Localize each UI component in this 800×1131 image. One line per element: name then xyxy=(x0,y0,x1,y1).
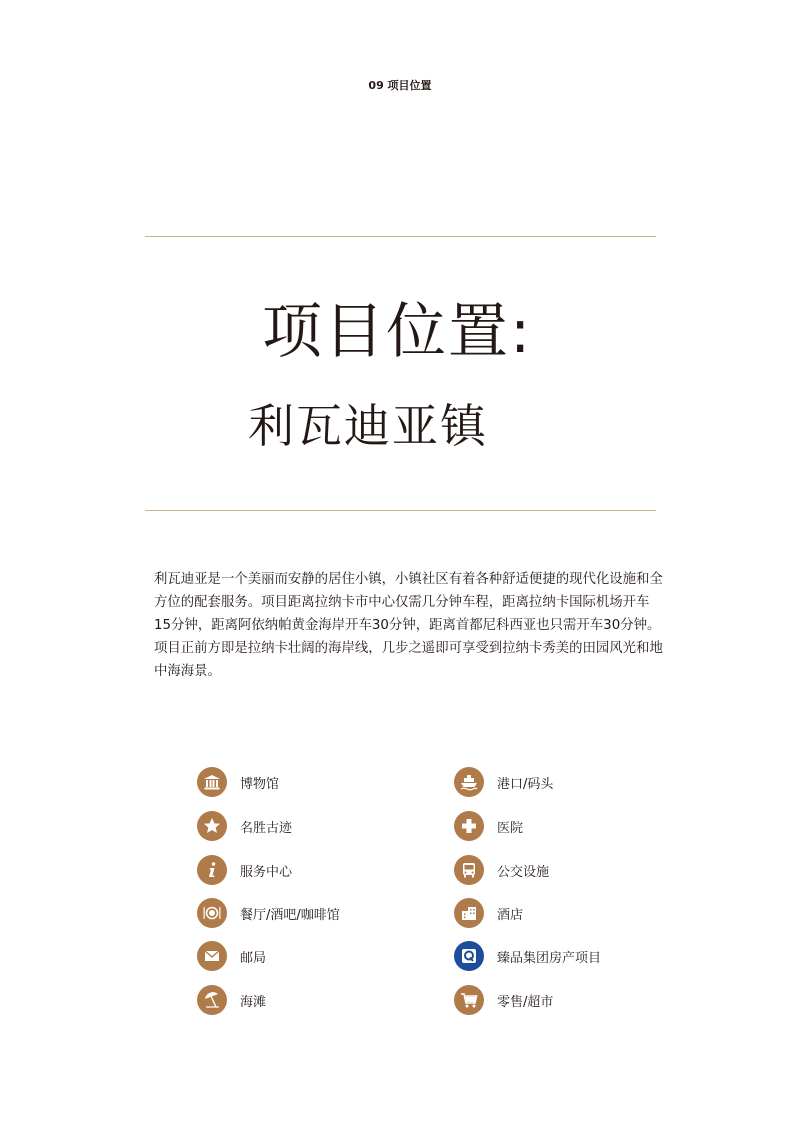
museum-icon xyxy=(197,767,227,797)
legend-item-dining xyxy=(197,897,340,929)
legend-item-service-center xyxy=(197,854,292,886)
hospital-cross-icon xyxy=(454,811,484,841)
bus-icon xyxy=(454,855,484,885)
bottom-divider xyxy=(145,510,656,511)
legend-item-retail xyxy=(454,984,553,1016)
description-paragraph: 利瓦迪亚是一个美丽而安静的居住小镇，小镇社区有着各种舒适便捷的现代化设施和全方位的配套服务。项目距离拉纳卡市中心仅需几分钟车程，距离拉纳卡国际机场开车15分钟，距离阿依纳帕黄金海岸开车30分钟，距离首都尼科西亚也只需开车30分钟。项目正前方即是拉纳卡壮阔的海岸线，几步之遥即可享受到拉纳卡秀美的田园风光和地中海海景。 xyxy=(154,572,663,679)
legend-label: 零售/超市 xyxy=(497,994,554,1010)
legend-label: 餐厅/酒吧/咖啡馆 xyxy=(240,907,340,923)
ship-icon xyxy=(454,767,484,797)
shopping-cart-icon xyxy=(454,985,484,1015)
legend-item-port xyxy=(454,766,553,798)
legend-label: 服务中心 xyxy=(240,864,293,880)
legend-item-group-property xyxy=(454,940,601,972)
mail-icon xyxy=(197,941,227,971)
legend-item-museum xyxy=(197,766,279,798)
legend-label: 邮局 xyxy=(240,950,267,966)
beach-umbrella-icon xyxy=(197,985,227,1015)
dining-icon xyxy=(197,898,227,928)
legend-label: 医院 xyxy=(497,820,524,836)
hotel-icon xyxy=(454,898,484,928)
legend-label: 公交设施 xyxy=(497,864,550,880)
info-icon xyxy=(197,855,227,885)
q-logo-icon xyxy=(454,941,484,971)
legend-label: 酒店 xyxy=(497,907,524,923)
legend-item-post-office xyxy=(197,940,266,972)
page-subtitle: 利瓦迪亚镇 xyxy=(248,399,488,453)
page-header-label: 09 项目位置 xyxy=(368,79,432,92)
legend-item-hotel xyxy=(454,897,523,929)
legend-item-bus xyxy=(454,854,549,886)
legend-item-landmark xyxy=(197,810,292,842)
legend-label: 海滩 xyxy=(240,994,267,1010)
legend-label: 臻品集团房产项目 xyxy=(497,950,602,966)
page-title: 项目位置: xyxy=(262,297,533,367)
legend-item-hospital xyxy=(454,810,523,842)
legend-label: 名胜古迹 xyxy=(240,820,293,836)
star-icon xyxy=(197,811,227,841)
legend-item-beach xyxy=(197,984,266,1016)
top-divider xyxy=(145,236,656,237)
legend-label: 博物馆 xyxy=(240,776,280,792)
legend-label: 港口/码头 xyxy=(497,776,554,792)
